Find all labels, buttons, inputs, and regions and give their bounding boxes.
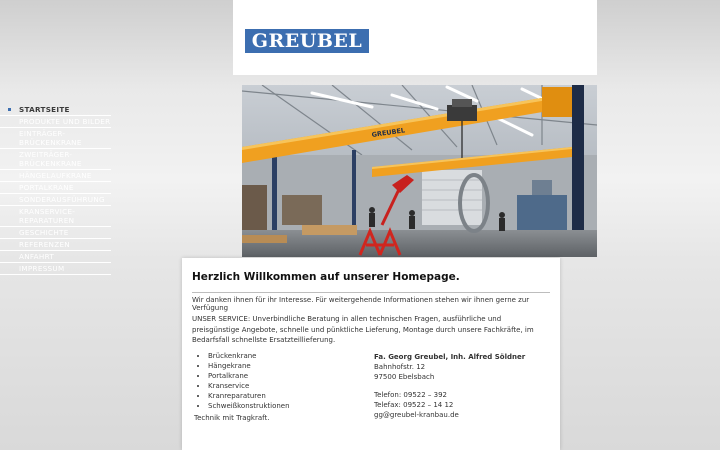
nav-item-kranservice-reparaturen[interactable]: KRANSERVICE-REPARATUREN [0, 206, 111, 227]
address-spacer [374, 382, 525, 390]
nav-item-geschichte[interactable]: GESCHICHTE [0, 227, 111, 239]
main-navigation [0, 104, 111, 275]
nav-item-haengelaufkrane[interactable]: HÄNGELAUFKRANE [0, 170, 111, 182]
page-title: Herzlich Willkommen auf unserer Homepage. [192, 271, 460, 283]
tagline: Technik mit Tragkraft. [194, 414, 270, 422]
company-name: Fa. Georg Greubel, Inh. Alfred Söldner [374, 353, 526, 361]
nav-item-referenzen[interactable]: REFERENZEN [0, 239, 111, 251]
list-item: • Brückenkrane [208, 351, 290, 361]
nav-item-sonderausfuehrung[interactable]: SONDERAUSFÜHRUNG [0, 194, 111, 206]
intro-text: Wir danken ihnen für ihr Interesse. Für weitergehende Informationen stehen wir ihnen gerne zur Verfügung [192, 296, 530, 312]
list-item: • Portalkrane [208, 371, 290, 381]
content-panel [182, 258, 560, 450]
crane-girder-label: GREUBEL [371, 126, 406, 139]
greubel-logo[interactable]: GREUBEL [245, 29, 369, 53]
list-item: • Hängekrane [208, 361, 290, 371]
nav-item-startseite[interactable]: STARTSEITE [0, 104, 111, 116]
fax: Telefax: 09522 – 14 12 [374, 401, 454, 409]
phone: Telefon: 09522 – 392 [374, 391, 447, 399]
site-header [233, 0, 597, 75]
email-link[interactable]: gg@greubel-kranbau.de [374, 411, 459, 419]
crane-hall-photo [242, 85, 597, 257]
nav-item-zweitraeger-brueckenkrane[interactable]: ZWEITRÄGER-BRÜCKENKRANE [0, 149, 111, 170]
list-item: • Schweißkonstruktionen [208, 401, 290, 411]
nav-item-anfahrt[interactable]: ANFAHRT [0, 251, 111, 263]
contact-address [374, 352, 525, 420]
list-item: • Kranreparaturen [208, 391, 290, 401]
nav-item-portalkrane[interactable]: PORTALKRANE [0, 182, 111, 194]
list-item: • Kranservice [208, 381, 290, 391]
title-divider [192, 292, 550, 293]
city: 97500 Ebelsbach [374, 373, 435, 381]
services-list [194, 351, 290, 411]
nav-item-eintraeger-brueckenkrane[interactable]: EINTRÄGER-BRÜCKENKRANE [0, 128, 111, 149]
nav-item-produkte-und-bilder[interactable]: PRODUKTE UND BILDER [0, 116, 111, 128]
street: Bahnhofstr. 12 [374, 363, 426, 371]
nav-item-impressum[interactable]: IMPRESSUM [0, 263, 111, 275]
service-text: UNSER SERVICE: Unverbindliche Beratung in allen technischen Fragen, ausführliche und preisgünstige Angebote, schnelle und pünktliche Lieferung, Montage durch unsere Fachkräfte, im Bedarfsfall schnellste Ersatzteillieferung. [192, 315, 534, 344]
